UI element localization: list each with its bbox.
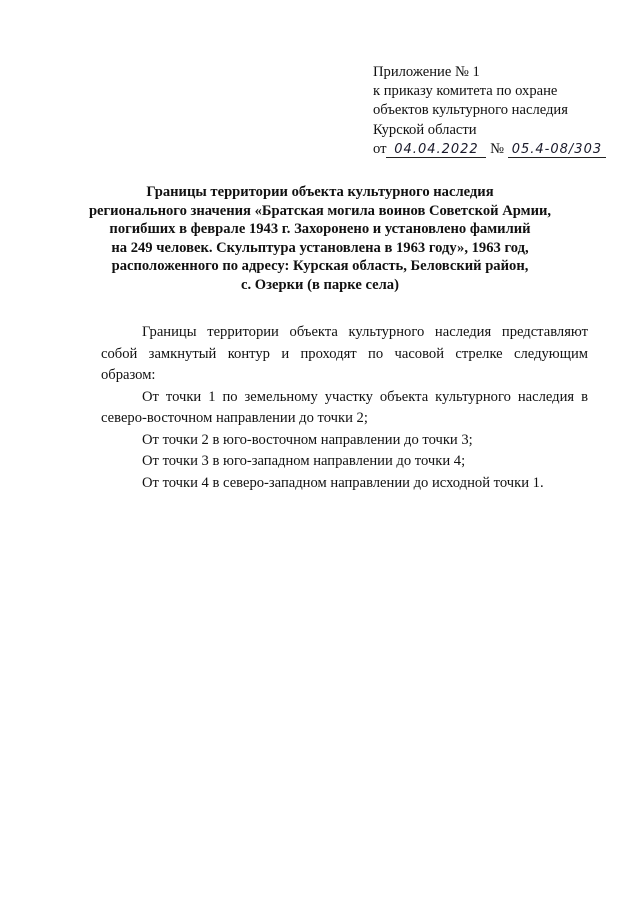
point-1-line-1: От точки 1 по земельному участку объекта культурного наследия в <box>142 388 588 405</box>
point-2: От точки 2 в юго-восточном направлении до точки 3; <box>142 431 473 448</box>
intro-line-3: образом: <box>101 367 156 383</box>
appendix-number: Приложение № 1 <box>373 64 480 80</box>
document-title <box>60 183 580 295</box>
appendix-order-ref: к приказу комитета по охране <box>373 83 558 100</box>
handwritten-date: 04.04.2022 <box>386 142 486 158</box>
appendix-region: Курской области <box>373 121 477 138</box>
point-4: От точки 4 в северо-западном направлении до исходной точки 1. <box>142 474 544 491</box>
title-line-2: регионального значения «Братская могила воинов Советской Армии, <box>88 202 552 219</box>
document-body <box>101 322 588 494</box>
from-label: от <box>373 140 387 157</box>
appendix-committee: объектов культурного наследия <box>373 102 568 119</box>
intro-line-1: Границы территории объекта культурного наследия представляют <box>142 324 588 340</box>
appendix-date-line <box>373 140 623 159</box>
point-1-line-2: северо-восточном направлении до точки 2; <box>101 410 368 426</box>
title-line-6: с. Озерки (в парке села) <box>241 276 399 293</box>
handwritten-number: 05.4-08/303 <box>508 142 606 158</box>
appendix-header <box>373 63 623 159</box>
point-3: От точки 3 в юго-западном направлении до точки 4; <box>142 453 466 469</box>
intro-line-2: собой замкнутый контур и проходят по часовой стрелке следующим <box>101 345 588 362</box>
title-line-3: погибших в феврале 1943 г. Захоронено и установлено фамилий <box>109 221 531 238</box>
title-line-5: расположенного по адресу: Курская область, Беловский район, <box>111 258 529 275</box>
title-line-4: на 249 человек. Скульптура установлена в 1963 году», 1963 год, <box>111 239 529 256</box>
number-label: № <box>490 140 505 157</box>
title-line-1: Границы территории объекта культурного наследия <box>146 184 494 200</box>
